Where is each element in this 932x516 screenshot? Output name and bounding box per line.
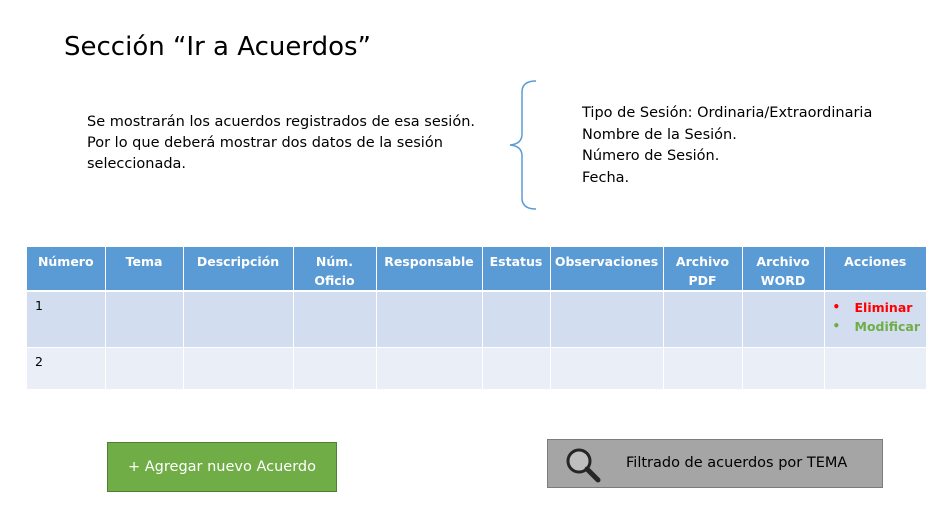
table-row <box>27 291 926 347</box>
session-field-date: Fecha. <box>582 169 630 186</box>
cell-archivo-word <box>742 347 824 389</box>
cell-archivo-pdf <box>663 347 742 389</box>
column-header-tema: Tema <box>105 247 183 291</box>
cell-descripcion <box>183 291 293 347</box>
session-field-type: Tipo de Sesión: Ordinaria/Extraordinaria <box>582 105 873 121</box>
add-agreement-button[interactable] <box>107 442 337 492</box>
column-header-observaciones: Observaciones <box>550 247 663 291</box>
session-fields-list <box>582 103 872 189</box>
bullet-icon: • <box>832 300 841 314</box>
cell-descripcion <box>183 347 293 389</box>
column-header-acciones: Acciones <box>824 247 926 291</box>
search-icon <box>564 446 602 484</box>
table-header-row <box>27 247 926 291</box>
cell-acciones <box>824 347 926 389</box>
modify-action-label: Modificar <box>854 319 921 334</box>
table-row <box>27 347 926 389</box>
cell-archivo-pdf <box>663 291 742 347</box>
cell-tema <box>105 291 183 347</box>
row-actions-list <box>833 298 921 336</box>
cell-responsable <box>376 291 482 347</box>
modify-action[interactable] <box>833 317 921 336</box>
column-header-responsable: Responsable <box>376 247 482 291</box>
column-header-estatus: Estatus <box>482 247 550 291</box>
column-header-archivo-word: Archivo WORD <box>742 247 824 291</box>
session-field-number: Número de Sesión. <box>582 148 720 164</box>
filter-by-topic-button[interactable] <box>547 439 883 488</box>
delete-action[interactable] <box>833 298 921 317</box>
column-header-descripcion: Descripción <box>183 247 293 291</box>
cell-archivo-word <box>742 291 824 347</box>
filter-by-topic-label: Filtrado de acuerdos por TEMA <box>626 455 848 471</box>
description-line: seleccionada. <box>87 156 187 172</box>
cell-acciones <box>824 291 926 347</box>
cell-numero: 1 <box>27 291 105 347</box>
cell-num-oficio <box>293 347 376 389</box>
session-field-name: Nombre de la Sesión. <box>582 126 737 143</box>
description-line: Por lo que deberá mostrar dos datos de la sesión <box>87 135 443 151</box>
cell-estatus <box>482 291 550 347</box>
column-header-numero: Número <box>27 247 105 291</box>
cell-observaciones <box>550 291 663 347</box>
curly-brace-connector <box>506 80 540 210</box>
column-header-num-oficio: Núm. Oficio <box>293 247 376 291</box>
cell-estatus <box>482 347 550 389</box>
bullet-icon: • <box>832 319 841 333</box>
page-title: Sección “Ir a Acuerdos” <box>64 32 372 62</box>
cell-responsable <box>376 347 482 389</box>
cell-observaciones <box>550 347 663 389</box>
cell-tema <box>105 347 183 389</box>
section-description <box>87 112 487 175</box>
add-agreement-label: + Agregar nuevo Acuerdo <box>128 459 316 475</box>
column-header-archivo-pdf: Archivo PDF <box>663 247 742 291</box>
cell-num-oficio <box>293 291 376 347</box>
description-line: Se mostrarán los acuerdos registrados de esa sesión. <box>87 114 475 130</box>
agreements-table <box>27 247 926 390</box>
cell-numero: 2 <box>27 347 105 389</box>
delete-action-label: Eliminar <box>854 300 913 315</box>
